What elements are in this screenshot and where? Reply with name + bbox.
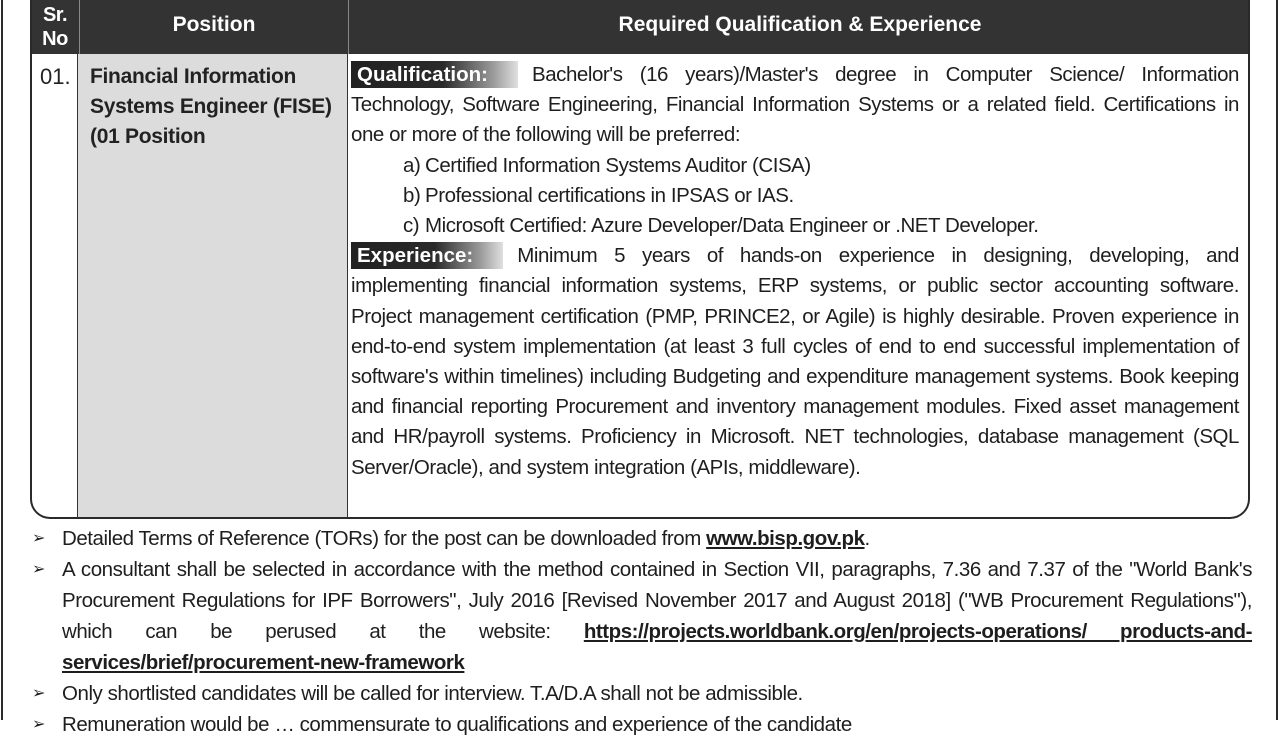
sr-number: 01. <box>40 64 71 89</box>
note-selection-method <box>30 554 1252 678</box>
bisp-website-link[interactable]: www.bisp.gov.pk <box>706 527 865 550</box>
positions-table <box>30 0 1250 519</box>
table-header <box>32 0 1248 54</box>
header-sr-no <box>32 0 78 56</box>
experience-label: Experience: <box>351 242 503 269</box>
note-text: Only shortlisted candidates will be called for interview. T.A/D.A shall not be admissible. <box>62 682 803 705</box>
note-text-end: . <box>864 527 870 550</box>
header-position: Position <box>79 0 348 54</box>
list-item-text: Professional certifications in IPSAS or IAS. <box>425 183 794 207</box>
experience-paragraph <box>351 241 1239 483</box>
arrow-bullet-icon: ➢ <box>32 716 45 733</box>
note-remuneration <box>30 709 1252 740</box>
list-item <box>403 151 1239 181</box>
note-text: A consultant shall be selected in accordance with the method contained in Section VII, paragraphs, 7.36 and 7.37 of the "World Bank's Procurement Regulations for IPF Borrowers", July 2016 [Revised November 2017 and August 2018] ("WB Procurement Regulations"), which can be perused at the website: <box>62 558 1252 643</box>
list-item <box>403 211 1239 241</box>
list-item <box>403 181 1239 211</box>
list-item-text: Certified Information Systems Auditor (CISA) <box>425 153 811 177</box>
page-border-left <box>1 0 3 720</box>
notes-list <box>30 523 1252 740</box>
worldbank-procurement-link[interactable]: https://projects.worldbank.org/en/projects-operations/ products-and-services/brief/procurement-new-framework <box>62 620 1252 674</box>
experience-text: Minimum 5 years of hands-on experience in designing, developing, and implementing financial information systems, ERP systems, or public sector accounting software. Project management certification (PMP, PRINCE2, or Agile) is highly desirable. Proven experience in end-to-end system implementation (at least 3 full cycles of end to end successful implementation of software's within timelines) including Budgeting and expenditure management systems. Book keeping and financial reporting Procurement and inventory management modules. Fixed asset management and HR/payroll systems. Proficiency in Microsoft. NET technologies, database management (SQL Server/Oracle), and system integration (APIs, middleware). <box>351 244 1239 479</box>
certification-list <box>351 151 1239 242</box>
note-text: Remuneration would be … commensurate to qualifications and experience of the candidate <box>62 713 852 736</box>
column-divider <box>347 54 348 519</box>
qualification-paragraph <box>351 60 1239 151</box>
qualification-label: Qualification: <box>351 61 518 88</box>
list-marker: c) <box>403 214 420 238</box>
header-sr-line2: No <box>42 28 68 50</box>
requirements-cell <box>351 60 1239 483</box>
header-sr-line1: Sr. <box>42 4 68 26</box>
position-title: Financial Information Systems Engineer (FISE) (01 Position <box>90 65 332 148</box>
page-border-right <box>1276 0 1278 720</box>
column-divider <box>77 54 78 519</box>
qualification-text: Bachelor's (16 years)/Master's degree in Computer Science/ Information Technology, Software Engineering, Financial Information Systems or a related field. Certifications in one or more of the following will be preferred: <box>351 63 1239 147</box>
note-tor <box>30 523 1252 554</box>
header-required-qualification: Required Qualification & Experience <box>348 0 1250 54</box>
arrow-bullet-icon: ➢ <box>32 561 45 578</box>
note-text: Detailed Terms of Reference (TORs) for the post can be downloaded from <box>62 527 707 550</box>
list-marker: b) <box>403 183 421 207</box>
arrow-bullet-icon: ➢ <box>32 530 45 547</box>
arrow-bullet-icon: ➢ <box>32 685 45 702</box>
note-shortlisted <box>30 678 1252 709</box>
list-item-text: Microsoft Certified: Azure Developer/Data Engineer or .NET Developer. <box>425 214 1039 238</box>
list-marker: a) <box>403 153 421 177</box>
